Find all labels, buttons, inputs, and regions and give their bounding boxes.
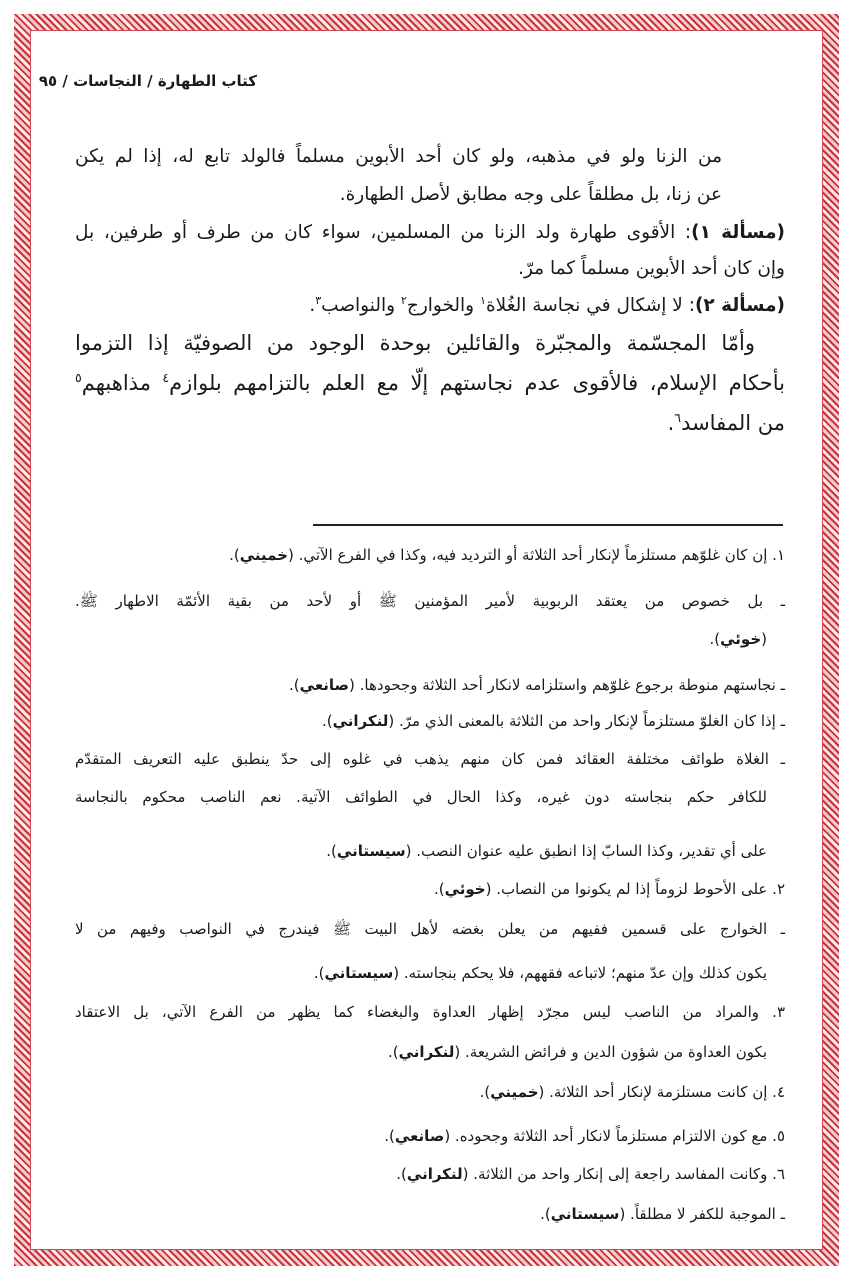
attribution-name: خوئي (720, 630, 762, 648)
body-text-line (75, 218, 785, 248)
text-run: على أي تقدير، وكذا السابّ إذا انطبق عليه عنوان النصب. ( (405, 842, 767, 860)
attribution-name: لنكراني (398, 1043, 455, 1061)
footnote-line (384, 1123, 785, 1149)
text-run: ). (289, 676, 300, 694)
attribution-name: خوئي (444, 880, 486, 898)
body-text-line (75, 326, 755, 360)
text-run: عن زنا، بل مطلقاً على وجه مطابق لأصل الطهارة. (339, 184, 722, 205)
footnote-line (388, 1039, 767, 1065)
running-header: كتاب الطهارة / النجاسات / ٩٥ (38, 72, 257, 90)
footnote-line (326, 838, 767, 864)
footnote-marker[interactable]: ٤ (162, 370, 170, 385)
attribution-name: لنكراني (332, 712, 389, 730)
text-run: والنواصب (321, 295, 401, 316)
text-run: يكون كذلك وإن عدّ منهم؛ لاتباعه فقههم، فلا يحكم بنجاسته. ( (393, 964, 767, 982)
footnote-line (229, 542, 785, 568)
text-run: ٢. على الأحوط لزوماً إذا لم يكونوا من النصاب. ( (485, 880, 785, 898)
text-run: ٣. والمراد من الناصب ليس مجرّد إظهار العداوة والبغضاء كما يظهر من الفرع الآتي، بل الاعتقاد (75, 1003, 785, 1021)
text-run: . (309, 295, 316, 316)
text-run: ـ الخوارج على قسمين ففيهم من يعلن بغضه لأهل البيت ﷺ فيندرج في النواصب وفيهم من لا (75, 920, 785, 938)
text-run: ). (388, 1043, 399, 1061)
attribution-name: سيستاني (550, 1205, 620, 1223)
footnote-line (480, 1079, 785, 1105)
text-run: ( (761, 630, 767, 648)
text-run: . (667, 411, 675, 435)
attribution-name: (مسألة ١) (691, 222, 785, 243)
footnote-line (75, 916, 785, 942)
footnote-line (75, 588, 785, 614)
attribution-name: (مسألة ٢) (694, 295, 785, 316)
footnote-line (75, 746, 785, 772)
text-run: للكافر حكم بنجاسته دون غيره، وكذا الحال في الطوائف الآتية. نعم الناصب محكوم بالنجاسة (75, 788, 767, 806)
footnote-line (75, 999, 785, 1025)
body-text-line (518, 254, 785, 284)
text-run: ـ بل خصوص من يعتقد الربوبية لأمير المؤمنين ﷺ أو لأحد من بقية الأئمّة الاطهار ﷺ. (75, 592, 785, 610)
attribution-name: خميني (239, 546, 288, 564)
text-run: ). (229, 546, 240, 564)
text-run: ١. إن كان غلوّهم مستلزماً لإنكار أحد الثلاثة أو الترديد فيه، وكذا في الفرع الآتي. ( (287, 546, 785, 564)
attribution-name: لنكراني (406, 1165, 463, 1183)
text-run: مذاهبهم (81, 371, 163, 395)
attribution-name: سيستاني (324, 964, 394, 982)
text-run: وأمّا المجسّمة والمجبّرة والقائلين بوحدة الوجود من الصوفيّة إذا التزموا (75, 331, 755, 355)
attribution-name: صانعي (394, 1127, 445, 1145)
text-run: وإن كان أحد الأبوين مسلماً كما مرّ. (518, 258, 785, 279)
footnote-line (709, 626, 767, 652)
text-run: ). (709, 630, 721, 648)
text-run: : الأقوى طهارة ولد الزنا من المسلمين، سواء كان من طرف أو طرفين، بل (75, 222, 692, 243)
attribution-name: صانعي (299, 676, 350, 694)
text-run: ـ الموجبة للكفر لا مطلقاً. ( (619, 1205, 785, 1223)
text-run: ). (313, 964, 325, 982)
text-run: ). (384, 1127, 395, 1145)
text-run: ). (540, 1205, 551, 1223)
text-run: ٥. مع كون الالتزام مستلزماً لانكار أحد الثلاثة وجحوده. ( (444, 1127, 785, 1145)
text-run: بكون العداوة من شؤون الدين و فرائض الشريعة. ( (454, 1043, 767, 1061)
text-run: ). (396, 1165, 407, 1183)
text-run: ـ الغلاة طوائف مختلفة العقائد فمن كان منهم يذهب في غلوه إلى حدّ ينطبق عليه التعريف المتقدّم (75, 750, 785, 768)
footnote-marker[interactable]: ٢ (400, 293, 407, 307)
footnote-marker[interactable]: ٣ (315, 293, 322, 307)
footnote-line (540, 1201, 785, 1227)
footnote-marker[interactable]: ٥ (75, 370, 82, 385)
body-text-line (340, 180, 722, 210)
text-run: : لا إشكال في نجاسة الغُلاة (485, 295, 695, 316)
body-text-line (668, 406, 785, 440)
text-run: ). (321, 712, 333, 730)
text-run: ). (326, 842, 337, 860)
text-run: ٤. إن كانت مستلزمة لإنكار أحد الثلاثة. ( (538, 1083, 785, 1101)
body-text-line (75, 142, 722, 172)
attribution-name: خميني (490, 1083, 539, 1101)
text-run: ). (479, 1083, 491, 1101)
text-run: ). (433, 880, 445, 898)
footnote-marker[interactable]: ١ (480, 293, 486, 307)
attribution-name: سيستاني (336, 842, 406, 860)
footnote-line (396, 1161, 785, 1187)
text-run: من المفاسد (681, 411, 785, 435)
footnote-marker[interactable]: ٦ (674, 410, 682, 425)
page-area (30, 30, 823, 1250)
text-run: ٦. وكانت المفاسد راجعة إلى إنكار واحد من الثلاثة. ( (462, 1165, 785, 1183)
text-run: ـ نجاستهم منوطة برجوع غلوّهم واستلزامه لانكار أحد الثلاثة وجحودها. ( (349, 676, 785, 694)
footnote-line (289, 672, 785, 698)
footnote-line (75, 784, 767, 810)
body-text-line (309, 291, 785, 321)
text-run: والخوارج (406, 295, 480, 316)
text-run: بأحكام الإسلام، فالأقوى عدم نجاستهم إلّا مع العلم بالتزامهم بلوازم (169, 371, 785, 395)
body-text-line (75, 366, 785, 400)
footnote-line (434, 876, 785, 902)
footnote-separator (313, 524, 783, 526)
footnote-line (322, 708, 785, 734)
footnote-line (314, 960, 767, 986)
text-run: ـ إذا كان الغلوّ مستلزماً لإنكار واحد من الثلاثة بالمعنى الذي مرّ. ( (388, 712, 785, 730)
text-run: من الزنا ولو في مذهبه، ولو كان أحد الأبوين مسلماً فالولد تابع له، إذا لم يكن (75, 146, 722, 167)
